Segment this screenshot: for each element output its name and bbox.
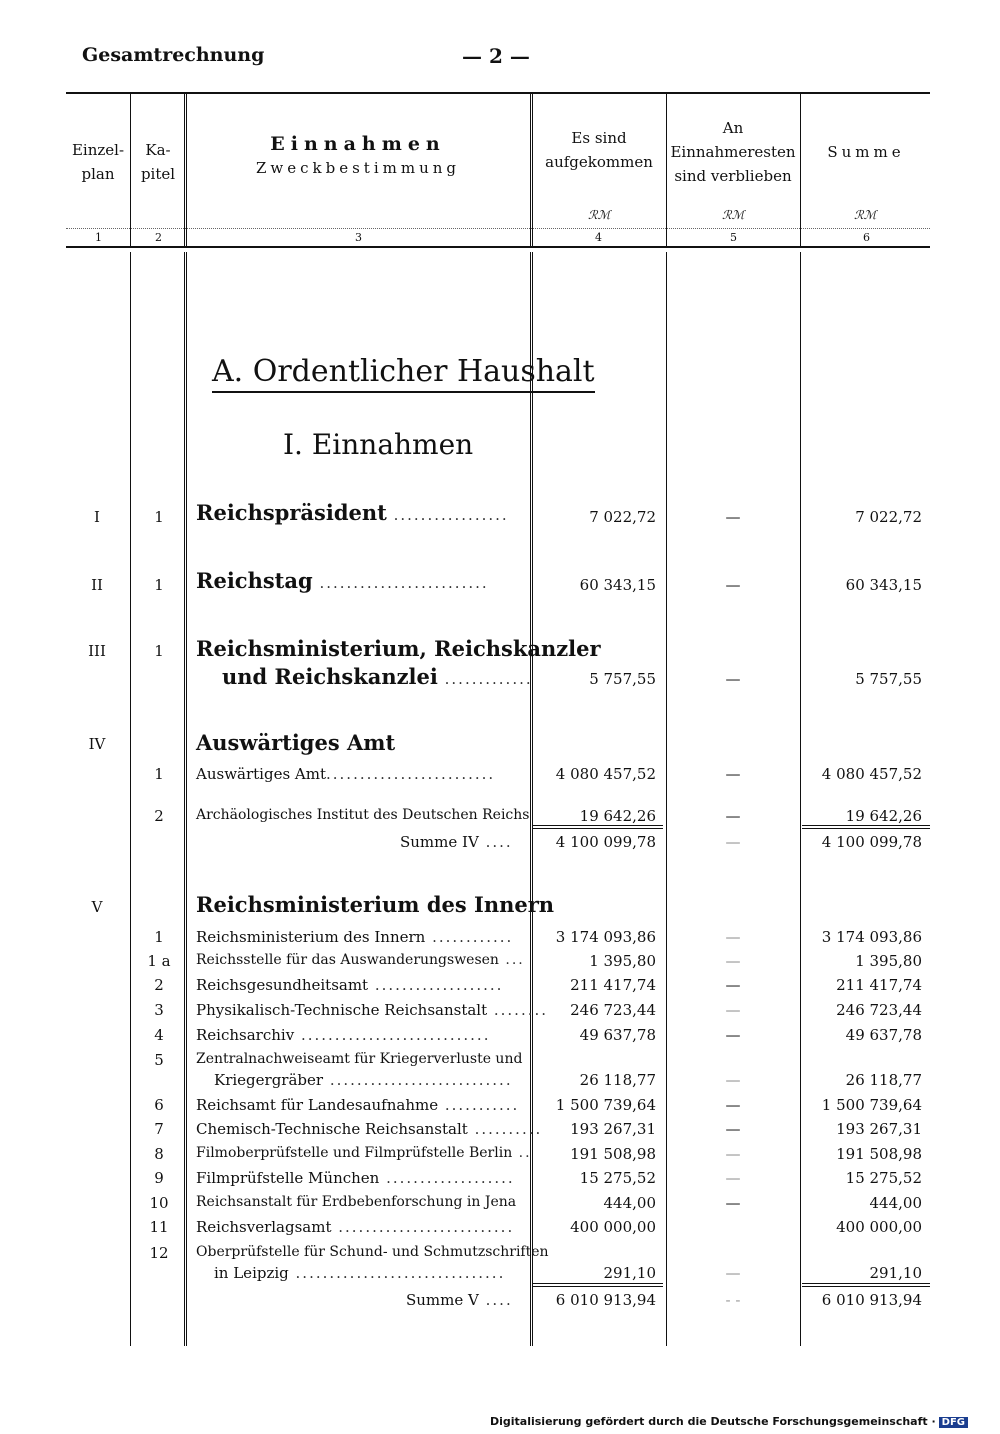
amount-total: 19 642,26 (845, 807, 922, 825)
subtotal-label: Summe V .... (406, 1291, 513, 1309)
kapitel-cell: 3 (154, 1001, 164, 1019)
amount-total: 6 010 913,94 (821, 1291, 922, 1309)
amount-total: 49 637,78 (845, 1026, 922, 1044)
sum-rule (533, 1283, 663, 1287)
row-label: Reichsanstalt für Erdbebenforschung in Jena (196, 1194, 517, 1210)
column-header-kapitel: Ka- pitel (140, 141, 176, 183)
amount-collected: 6 010 913,94 (555, 1291, 656, 1309)
amount-collected: 444,00 (603, 1194, 656, 1212)
amount-collected: 291,10 (603, 1264, 656, 1282)
kapitel-cell: 1 a (147, 952, 171, 970)
amount-collected: 211 417,74 (570, 976, 656, 994)
column-divider (130, 252, 131, 1346)
row-label: Zentralnachweiseamt für Kriegerverluste und (196, 1051, 523, 1067)
subtotal-label: Summe IV .... (400, 833, 513, 851)
unit-label: ℛℳ (588, 208, 611, 222)
kapitel-cell: 7 (154, 1120, 164, 1138)
amount-collected: 19 642,26 (579, 807, 656, 825)
kapitel-cell: 8 (154, 1145, 164, 1163)
kapitel-cell: 5 (154, 1051, 164, 1069)
amount-collected: 15 275,52 (579, 1169, 656, 1187)
amount-collected: 26 118,77 (579, 1071, 656, 1089)
column-divider (530, 92, 533, 248)
amount-total: 400 000,00 (836, 1218, 922, 1236)
row-label: Archäologisches Institut des Deutschen Reichs (196, 807, 530, 823)
column-number: 5 (730, 231, 737, 244)
amount-remaining: — (725, 928, 741, 946)
row-label: Physikalisch-Technische Reichsanstalt ........ (196, 1001, 549, 1019)
kapitel-cell: 1 (154, 576, 164, 594)
column-divider (666, 252, 667, 1346)
row-label: Auswärtiges Amt......................... (196, 765, 496, 783)
row-label: Auswärtiges Amt (196, 730, 396, 755)
row-label: Oberprüfstelle für Schund- und Schmutzschriften (196, 1244, 549, 1260)
row-label: in Leipzig ............................... (214, 1264, 506, 1282)
amount-total: 26 118,77 (845, 1071, 922, 1089)
row-label: Kriegergräber ........................... (214, 1071, 513, 1089)
row-label: Reichsgesundheitsamt ................... (196, 976, 504, 994)
amount-remaining: — (725, 1194, 741, 1212)
row-label: Reichstag ......................... (196, 568, 489, 593)
kapitel-cell: 1 (154, 642, 164, 660)
amount-remaining: — (725, 952, 741, 970)
column-number: 3 (355, 231, 362, 244)
amount-total: 60 343,15 (845, 576, 922, 594)
row-label: Filmprüfstelle München ................... (196, 1169, 515, 1187)
dfg-logo-icon: DFG (939, 1417, 968, 1428)
column-number: 6 (863, 231, 870, 244)
amount-collected: 5 757,55 (589, 670, 656, 688)
amount-remaining: — (725, 1169, 741, 1187)
page-number: — 2 — (462, 44, 530, 68)
amount-collected: 246 723,44 (570, 1001, 656, 1019)
amount-collected: 4 080 457,52 (555, 765, 656, 783)
column-divider (800, 92, 801, 248)
amount-total: 211 417,74 (836, 976, 922, 994)
amount-total: 4 080 457,52 (821, 765, 922, 783)
amount-total: 3 174 093,86 (821, 928, 922, 946)
row-label: und Reichskanzlei ............. (222, 664, 533, 689)
amount-remaining: — (725, 1026, 741, 1044)
amount-remaining: — (725, 1071, 741, 1089)
amount-remaining: — (725, 1264, 741, 1282)
amount-total: 1 395,80 (855, 952, 922, 970)
column-divider (130, 92, 131, 248)
row-label: Reichsstelle für das Auswanderungswesen ... (196, 952, 525, 968)
amount-remaining: — (725, 576, 741, 594)
row-label: Reichsministerium des Innern ............ (196, 928, 514, 946)
amount-remaining: — (725, 1120, 741, 1138)
column-header-einnahmen: Einnahmen Zweckbestimmung (255, 133, 460, 177)
amount-collected: 191 508,98 (570, 1145, 656, 1163)
plan-cell: V (91, 898, 103, 916)
amount-total: 1 500 739,64 (821, 1096, 922, 1114)
amount-collected: 400 000,00 (570, 1218, 656, 1236)
amount-remaining: — (725, 1145, 741, 1163)
amount-collected: 3 174 093,86 (555, 928, 656, 946)
column-header-plan: Einzel- plan (71, 141, 125, 183)
kapitel-cell: 11 (149, 1218, 169, 1236)
amount-remaining: - - (725, 1291, 741, 1309)
column-divider (530, 252, 533, 1346)
kapitel-cell: 4 (154, 1026, 164, 1044)
amount-collected: 1 500 739,64 (555, 1096, 656, 1114)
amount-total: 444,00 (869, 1194, 922, 1212)
column-header-einnahmereste: An Einnahmeresten sind verblieben (670, 119, 796, 185)
kapitel-cell: 1 (154, 508, 164, 526)
amount-collected: 1 395,80 (589, 952, 656, 970)
amount-remaining: — (725, 833, 741, 851)
row-label: Reichspräsident ................. (196, 500, 509, 525)
amount-remaining: — (725, 1001, 741, 1019)
column-number: 4 (595, 231, 602, 244)
plan-cell: IV (88, 735, 106, 753)
column-divider (800, 252, 801, 1346)
amount-total: 291,10 (869, 1264, 922, 1282)
kapitel-cell: 10 (149, 1194, 169, 1212)
row-label: Reichsministerium des Innern (196, 892, 555, 917)
amount-total: 246 723,44 (836, 1001, 922, 1019)
column-number: 1 (95, 231, 102, 244)
kapitel-cell: 1 (154, 765, 164, 783)
kapitel-cell: 2 (154, 807, 164, 825)
row-label: Chemisch-Technische Reichsanstalt .......... (196, 1120, 543, 1138)
amount-total: 191 508,98 (836, 1145, 922, 1163)
amount-remaining: — (725, 765, 741, 783)
kapitel-cell: 12 (149, 1244, 169, 1262)
column-divider (666, 92, 667, 248)
row-label: Filmoberprüfstelle und Filmprüfstelle Berlin .. (196, 1145, 532, 1161)
row-label: Reichsarchiv ............................ (196, 1026, 491, 1044)
amount-total: 4 100 099,78 (821, 833, 922, 851)
section-title-ordentlicher-haushalt: A. Ordentlicher Haushalt (212, 354, 595, 393)
row-label: Reichsministerium, Reichskanzler (196, 636, 601, 661)
digitization-credit: Digitalisierung gefördert durch die Deutsche Forschungsgemeinschaft · DFG (490, 1415, 968, 1428)
amount-total: 7 022,72 (855, 508, 922, 526)
column-header-aufgekommen: Es sind aufgekommen (545, 129, 653, 171)
kapitel-cell: 9 (154, 1169, 164, 1187)
section-title-einnahmen: I. Einnahmen (283, 428, 474, 461)
sum-rule (533, 825, 663, 829)
kapitel-cell: 1 (154, 928, 164, 946)
amount-collected: 4 100 099,78 (555, 833, 656, 851)
amount-remaining: — (725, 807, 741, 825)
amount-remaining: — (725, 670, 741, 688)
kapitel-cell: 6 (154, 1096, 164, 1114)
column-divider (184, 92, 187, 248)
amount-collected: 60 343,15 (579, 576, 656, 594)
column-header-summe: Summe (827, 143, 905, 161)
unit-label: ℛℳ (854, 208, 877, 222)
amount-remaining: — (725, 508, 741, 526)
amount-collected: 49 637,78 (579, 1026, 656, 1044)
amount-total: 193 267,31 (836, 1120, 922, 1138)
amount-total: 15 275,52 (845, 1169, 922, 1187)
amount-remaining: — (725, 1096, 741, 1114)
row-label: Reichsverlagsamt .......................... (196, 1218, 515, 1236)
amount-remaining: — (725, 976, 741, 994)
page-header-title: Gesamtrechnung (82, 44, 265, 66)
amount-collected: 7 022,72 (589, 508, 656, 526)
unit-label: ℛℳ (722, 208, 745, 222)
sum-rule (802, 825, 930, 829)
plan-cell: I (94, 508, 100, 526)
plan-cell: III (88, 642, 106, 660)
sum-rule (802, 1283, 930, 1287)
row-label: Reichsamt für Landesaufnahme ........... (196, 1096, 520, 1114)
plan-cell: II (91, 576, 103, 594)
column-number: 2 (155, 231, 162, 244)
kapitel-cell: 2 (154, 976, 164, 994)
amount-total: 5 757,55 (855, 670, 922, 688)
amount-collected: 193 267,31 (570, 1120, 656, 1138)
